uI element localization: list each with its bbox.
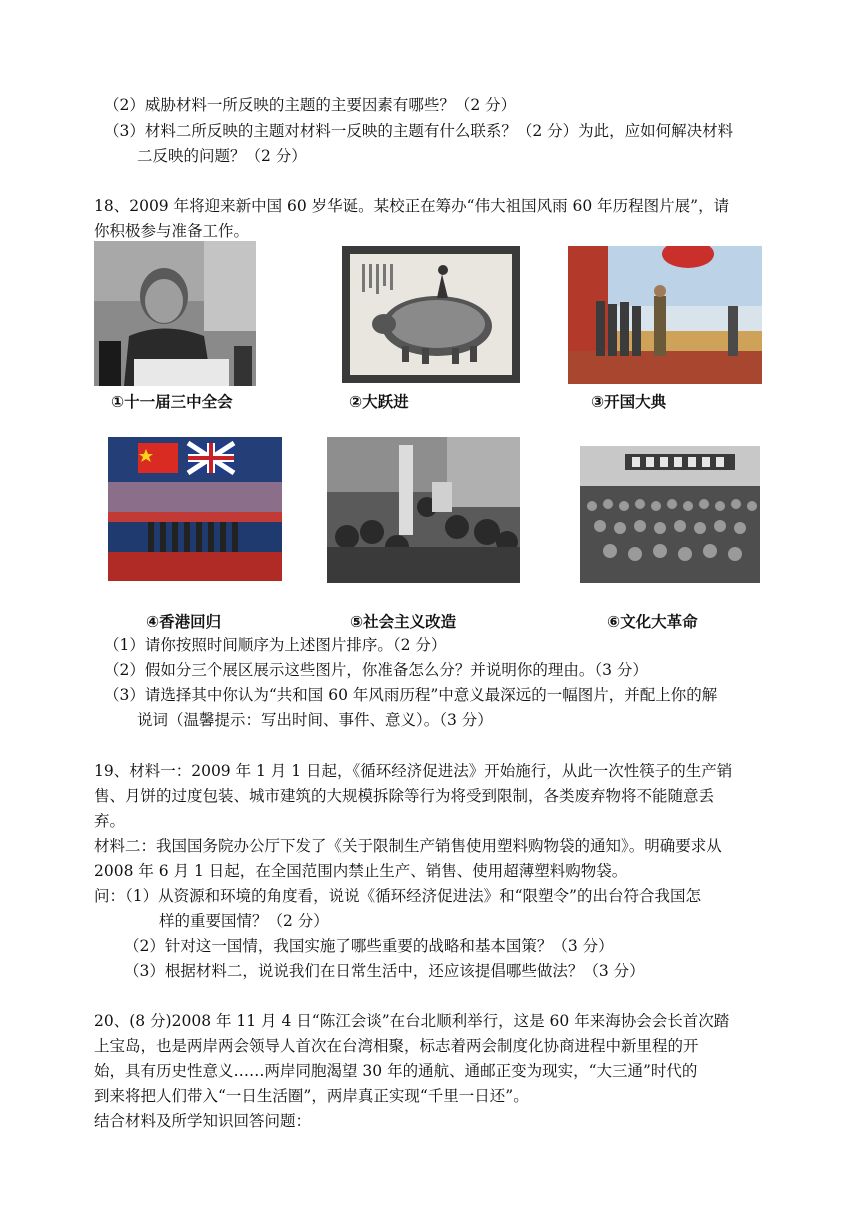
q19-sub2: （2）针对这一国情，我国实施了哪些重要的战略和基本国策？（3 分） (124, 937, 614, 955)
q18-sub3: （3）请选择其中你认为“共和国 60 年风雨历程”中意义最深远的一幅图片，并配上你的解 (104, 686, 718, 704)
photo-great-leap (342, 246, 520, 383)
caption-cultural-revolution: ⑥文化大革命 (607, 613, 698, 631)
q20-stem-cont2: 始，具有历史性意义……两岸同胞渴望 30 年的通航、通邮正变为现实，“大三通”时代的 (94, 1062, 698, 1080)
q20-stem-cont1: 上宝岛，也是两岸两会领导人首次在台湾相聚，标志着两会制度化协商进程中新里程的开 (94, 1037, 699, 1055)
photo-hk-handover (108, 437, 282, 581)
q20-prompt: 结合材料及所学知识回答问题： (94, 1112, 312, 1130)
photo-cultural-revolution (580, 446, 760, 583)
q19-sub1-cont: 样的重要国情？（2 分） (159, 912, 329, 930)
caption-great-leap: ②大跃进 (349, 393, 409, 411)
photo-founding-ceremony (568, 246, 762, 384)
q19-material2: 材料二：我国国务院办公厅下发了《关于限制生产销售使用塑料购物袋的通知》。明确要求从 (94, 837, 722, 855)
q18-sub3-cont: 说词（温馨提示：写出时间、事件、意义）。（3 分） (137, 711, 493, 729)
q19-sub3: （3）根据材料二，说说我们在日常生活中，还应该提倡哪些做法？（3 分） (124, 962, 645, 980)
q20-stem-cont3: 到来将把人们带入“一日生活圈”，两岸真正实现“千里一日还”。 (94, 1087, 529, 1105)
q17-sub3: （3）材料二所反映的主题对材料一反映的主题有什么联系？（2 分）为此，应如何解决材料 (104, 122, 734, 140)
q17-sub3-cont: 二反映的问题？（2 分） (137, 147, 307, 165)
q20-stem: 20、(8 分)2008 年 11 月 4 日“陈江会谈”在台北顺利举行，这是 60 年来海协会会长首次踏 (94, 1012, 730, 1030)
q19-material2-cont: 2008 年 6 月 1 日起，在全国范围内禁止生产、销售、使用超薄塑料购物袋。 (94, 862, 628, 880)
photo-third-plenum (94, 241, 256, 386)
q18-sub2: （2）假如分三个展区展示这些图片，你准备怎么分？并说明你的理由。（3 分） (104, 661, 648, 679)
q19-material1: 19、材料一：2009 年 1 月 1 日起，《循环经济促进法》开始施行，从此一次性筷子的生产销 (94, 762, 733, 780)
caption-founding-ceremony: ③开国大典 (591, 393, 667, 411)
q18-stem: 18、2009 年将迎来新中国 60 岁华诞。某校正在筹办“伟大祖国风雨 60 年历程图片展”，请 (94, 197, 730, 215)
caption-socialist-transformation: ⑤社会主义改造 (350, 613, 457, 631)
caption-third-plenum: ①十一届三中全会 (111, 393, 233, 411)
q19-material1-end: 弃。 (94, 812, 126, 830)
photo-socialist-transformation (327, 437, 520, 583)
q17-sub2: （2）威胁材料一所反映的主题的主要因素有哪些？（2 分） (104, 96, 517, 114)
q19-sub1: 问：（1）从资源和环境的角度看，说说《循环经济促进法》和“限塑令”的出台符合我国怎 (94, 887, 701, 905)
q19-material1-cont: 售、月饼的过度包装、城市建筑的大规模拆除等行为将受到限制，各类废弃物将不能随意丢 (94, 787, 715, 805)
q18-sub1: （1）请你按照时间顺序为上述图片排序。（2 分） (104, 636, 447, 654)
q18-stem-cont: 你积极参与准备工作。 (94, 222, 250, 240)
caption-hk-handover: ④香港回归 (146, 613, 222, 631)
